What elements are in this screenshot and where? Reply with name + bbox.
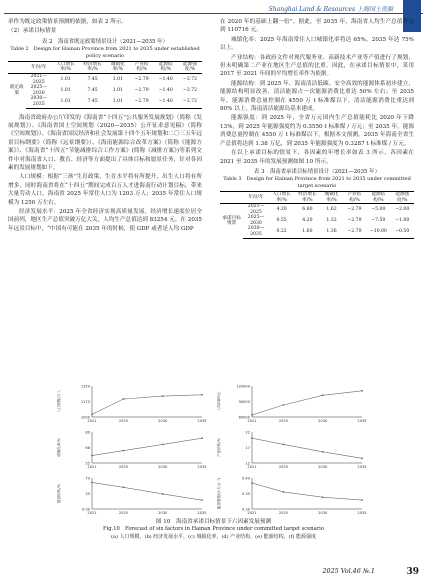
series-line [252, 483, 362, 500]
x-tick-label: 2035 [197, 511, 207, 515]
data-point [322, 451, 324, 453]
y-tick-label: 60000 [238, 415, 250, 420]
y-axis-label: 能源强度/(t·万元⁻¹) [217, 477, 221, 510]
chart-panel-f [212, 473, 372, 519]
data-point [123, 486, 125, 488]
data-point [91, 482, 93, 484]
table-row [8, 85, 202, 96]
table-cell: 7.45 [87, 76, 98, 82]
chart-c-svg [52, 427, 212, 473]
table-cell: −1.40 [154, 96, 178, 108]
data-point [322, 496, 324, 498]
paragraph: 人口规模：根据“三孩”生育政策，生育水平将有所提升，出生人口将有所增多，同时海南省将在“十四五”期间完成百万人才进海南行动计划目标，带来大量劳动人口。海南省 2025 年常住人口为 1203 万人；2035 年常住人口规模为 1250 万左右。 [8, 174, 202, 206]
table-cell: −1.40 [158, 76, 173, 82]
y-tick-label: 55 [85, 461, 90, 466]
table-cell: −1.40 [158, 87, 173, 93]
data-point [283, 491, 285, 493]
column-header [8, 61, 26, 73]
data-point [162, 444, 164, 446]
x-tick-label: 2035 [357, 511, 367, 515]
column-header: 能源结构/% [366, 191, 390, 203]
table-cell: −2.00 [395, 206, 410, 212]
table-cell: 1.01 [106, 96, 129, 108]
x-tick-label: 2025 [118, 465, 129, 469]
y-tick-label: 0.00 [81, 507, 90, 512]
paragraph: 经济发展水平：2025 年全省经济实现高质量发展，经济增长速度位居全国前列，地区生产总值突破万亿大关，人均生产总值达到 83254 元。在 2035 年远景目标中，“中国有可能在 2035 年的时候，使 GDP 或者是人均 GDP [8, 209, 202, 232]
data-point [162, 493, 164, 495]
paragraph: 城镇化率：2025 年海南常住人口城镇化率将达 65%，2035 年达 75% 以上。 [220, 36, 414, 52]
page-footer [0, 565, 427, 579]
x-tick-label: 2035 [357, 419, 367, 423]
table-2 [8, 61, 202, 109]
x-tick-label: 2030 [318, 419, 328, 423]
chart-e-svg [52, 473, 212, 519]
y-axis-label: 能源结构/% [57, 483, 61, 504]
data-point [91, 413, 93, 415]
data-point [91, 455, 93, 457]
column-header: 能源强度/% [391, 191, 415, 203]
x-tick-label: 2030 [158, 419, 168, 423]
section-heading: （2）承诺目标情景 [8, 28, 57, 35]
series-line [92, 438, 202, 455]
column-header: 能源强度/% [178, 61, 202, 73]
data-point [123, 450, 125, 452]
y-tick-label: 1350 [80, 384, 90, 389]
chart-panel-b [212, 381, 372, 427]
y-tick-label: 1175 [80, 400, 90, 404]
column-header: 经济增长率/% [79, 61, 106, 73]
table-cell: 7.45 [79, 96, 106, 108]
column-header: 城镇化率/% [320, 191, 342, 203]
y-axis-label: 产业结构/% [217, 437, 221, 458]
data-point [361, 390, 363, 392]
table-cell: −3.72 [182, 76, 197, 82]
left-column [8, 18, 202, 234]
column-header: 产业结构/% [130, 61, 154, 73]
paragraph: 能源结构：到 2025 年，海南清洁低碳、安全高效的能源体系初步建立，能源结构明显改善，清洁能源占一次能源消费比重达 50% 左右；至 2035 年，能源消费总量控制在 4550 万 t 标准煤以下，清洁能源消费比重达到 80% 以上，海南清洁能源岛基本建成。 [220, 80, 414, 113]
y-tick-label: 0.40 [241, 476, 250, 481]
data-point [123, 398, 125, 400]
table-cell: 7.45 [87, 87, 98, 93]
x-tick-label: 2035 [357, 465, 367, 469]
y-tick-label: 12 [245, 461, 250, 466]
paragraph: 在以上承诺目标的情景下，各因素的年增长率如表 3 所示，各因素在 2021 至 2035 年的发展预测如图 10 所示。 [220, 150, 414, 165]
data-point [251, 437, 253, 439]
data-point [322, 394, 324, 396]
chart-panel-a [52, 381, 212, 427]
x-tick-label: 2025 [278, 419, 289, 423]
data-point [201, 394, 203, 396]
column-header: 产业结构/% [343, 191, 366, 203]
table-cell: 0.55 [276, 218, 287, 224]
table-cell: 2021—2025 [247, 204, 265, 215]
x-tick-label: 2021 [247, 419, 257, 423]
column-header: 经济增长率/% [294, 191, 320, 203]
table-cell: −7.50 [371, 218, 386, 224]
row-group-label: 承诺目标情景 [222, 215, 241, 227]
column-header: 年份/年 [26, 61, 53, 73]
table-row [220, 226, 414, 238]
data-point [283, 404, 285, 406]
table-cell: 1.32 [326, 218, 337, 224]
data-point [251, 414, 253, 416]
data-point [251, 482, 253, 484]
table-cell: −3.72 [178, 96, 202, 108]
x-tick-label: 2021 [247, 511, 257, 515]
table-cell: 1.01 [112, 87, 123, 93]
column-header: 人口增长率/% [52, 61, 79, 73]
table-row [8, 74, 202, 86]
chart-f-svg [212, 473, 372, 519]
table-cell: −1.00 [395, 218, 410, 224]
paragraph: 在 2020 年的基础上翻一倍”。据此，至 2035 年，海南省人均生产总值将达到 110716 元。 [220, 19, 414, 34]
series-line [252, 438, 362, 458]
table-3 [220, 191, 414, 239]
table-cell: 2030—2035 [26, 96, 53, 108]
y-axis-label: 人口规模/万人 [57, 390, 61, 413]
table-cell: 1.01 [112, 76, 123, 82]
figure-10-caption [0, 519, 427, 541]
series-line [92, 395, 202, 414]
x-tick-label: 2025 [278, 465, 289, 469]
table-cell: 1.01 [60, 76, 71, 82]
table-cell: 2030—2035 [243, 226, 268, 238]
chart-panel-d [212, 427, 372, 473]
table-cell: 2025—2030 [30, 85, 47, 96]
y-tick-label: 17 [245, 446, 250, 450]
x-tick-label: 2021 [87, 511, 97, 515]
table-cell: 1.36 [320, 226, 342, 238]
y-tick-label: 35 [85, 492, 90, 496]
table-cell: −2.79 [130, 96, 154, 108]
chart-panel-c [52, 427, 212, 473]
column-header: 城镇化率/% [106, 61, 129, 73]
table-3-caption [220, 169, 414, 190]
data-point [361, 457, 363, 459]
table-2-title-en: Table 2 Design for Hainan Province from 2021 to 2035 under established policy scenario [10, 45, 200, 59]
figure-caption-cn: 图 10 海南省承诺目标情景下六因素发展预测 [155, 519, 272, 525]
y-tick-label: 68 [85, 446, 90, 450]
table-cell: 1.01 [60, 87, 71, 93]
column-header: 能源结构/% [154, 61, 178, 73]
paragraph: 产业结构：各政府文件对现代服务业、高新技术产业等产值进行了规划，但未明确第二产业在地区生产总值的比重。因此，在承诺目标情景中，采用 2017 至 2021 年间的平均增长率作为依据。 [220, 54, 414, 78]
x-tick-label: 2025 [118, 419, 129, 423]
right-column [220, 18, 414, 244]
x-tick-label: 2021 [87, 419, 97, 423]
paragraph: 率作为既定政策情景预测的依据，如表 2 所示。 [8, 19, 127, 25]
header-rule [4, 13, 423, 14]
y-axis-label: 人均GDP/元 [217, 391, 221, 412]
table-cell: 6.80 [302, 206, 313, 212]
x-tick-label: 2025 [278, 511, 289, 515]
data-point [201, 437, 203, 439]
chart-d-svg [212, 427, 372, 473]
table-cell: −10.00 [366, 226, 390, 238]
x-tick-label: 2025 [118, 511, 129, 515]
x-tick-label: 2021 [247, 465, 257, 469]
figure-caption-en: Fig.10 Forecast of six factors in Hainan Province under committed target scenario [103, 526, 324, 533]
x-tick-label: 2030 [318, 465, 328, 469]
table-cell: 1.60 [294, 226, 320, 238]
column-header [220, 191, 243, 203]
table-cell: 1.01 [52, 96, 79, 108]
chart-b-svg [212, 381, 372, 427]
chart-panel-e [52, 473, 212, 519]
x-tick-label: 2035 [197, 465, 207, 469]
x-tick-label: 2030 [158, 511, 168, 515]
table-3-title-en: Table 3 Design for Hainan Province from 2021 to 2035 under committed target scenario [223, 175, 411, 189]
figure-10-panels [52, 381, 372, 519]
y-tick-label: 0.35 [241, 492, 250, 496]
table-row [220, 215, 414, 226]
x-tick-label: 2030 [158, 465, 168, 469]
table-cell: −2.79 [347, 206, 362, 212]
running-header: Shanghai Land & Resources 上海国土资源 [268, 6, 393, 13]
data-point [162, 395, 164, 397]
table-cell: −5.00 [371, 206, 386, 212]
y-axis-label: 城镇化率/% [57, 437, 61, 458]
table-cell: −2.79 [134, 76, 149, 82]
table-cell: −2.79 [134, 87, 149, 93]
table-row [8, 96, 202, 108]
table-cell: −2.79 [343, 226, 366, 238]
figure-subcaption: (a) 人口规模，(b) 经济发展水平，(c) 城镇化率，(d) 产业结构，(e) 能源结构，(f) 能源强度 [111, 533, 316, 540]
table-cell: 1.62 [326, 206, 337, 212]
table-2-caption [8, 39, 202, 60]
x-tick-label: 2035 [197, 419, 207, 423]
data-point [283, 444, 285, 446]
y-tick-label: 90000 [238, 400, 250, 404]
series-line [92, 482, 202, 500]
data-point [201, 499, 203, 501]
row-group-label: 既定政策 [9, 85, 24, 97]
y-tick-label: 120000 [236, 384, 250, 389]
table-cell: 4.20 [276, 206, 287, 212]
table-3-title-cn: 表 3 海南省承诺目标情景设计（2021—2035 年） [254, 168, 380, 175]
table-cell: −3.72 [182, 87, 197, 93]
table-cell: 2021—2025 [30, 74, 47, 85]
y-tick-label: 0.30 [241, 507, 250, 512]
y-tick-label: 1000 [80, 415, 90, 420]
table-cell: 2025—2030 [247, 215, 265, 226]
paragraph: 能源强度：到 2025 年，全省万元国内生产总值能耗比 2020 年下降 13%，到 2025 年能源强度约为 0.3550 t 标准煤 / 万元；至 2035 年，能源消费总量控制在 4550 万 t 标准煤以下，根据本文预测，2035 年海南全省生产总值将达到 1.38 万亿，到 2035 年能源强度为 0.3287 t 标准煤 / 万元。 [220, 115, 414, 147]
chart-a-svg [52, 381, 212, 427]
paragraph: 海南省政府办公厅印发的《海南省“十四五”公共服务发展规划》（简称《发展规划》）、《海南省国土空间规划（2020—2035）公开征求意见稿》（简称《空间规划》）、《海南省国民经济和社会发展第十四个五年规划和二〇三五年远景目标纲要》（简称《远景纲要》）、《海南能源综合改革方案》（简称《能源方案》）、《海南省“十四五”节能减排综合工作方案》(简称《减排方案》)等系列文件中对海南省人口、教育、经济等方面提出了具体目标和愿景任务，针对各因素的发展规划如下。 [8, 114, 202, 171]
table-2-title-cn: 表 2 海南省既定政策情景设计（2021—2035 年） [42, 38, 168, 45]
page-number: 39 [406, 567, 419, 577]
column-header: 人口增长率/% [269, 191, 295, 203]
series-line [252, 391, 362, 415]
table-row [220, 204, 414, 216]
table-cell: 4.20 [302, 218, 313, 224]
y-tick-label: 70 [85, 476, 90, 481]
column-header: 年份/年 [243, 191, 268, 203]
data-point [361, 499, 363, 501]
y-tick-label: 80 [85, 430, 90, 435]
table-cell: 0.22 [269, 226, 295, 238]
y-tick-label: 22 [245, 430, 250, 435]
table-cell: −0.50 [391, 226, 415, 238]
x-tick-label: 2030 [318, 511, 328, 515]
journal-issue: 2025 Vol.46 №.1 [322, 567, 375, 575]
table-cell: −2.79 [347, 218, 362, 224]
x-tick-label: 2021 [87, 465, 97, 469]
